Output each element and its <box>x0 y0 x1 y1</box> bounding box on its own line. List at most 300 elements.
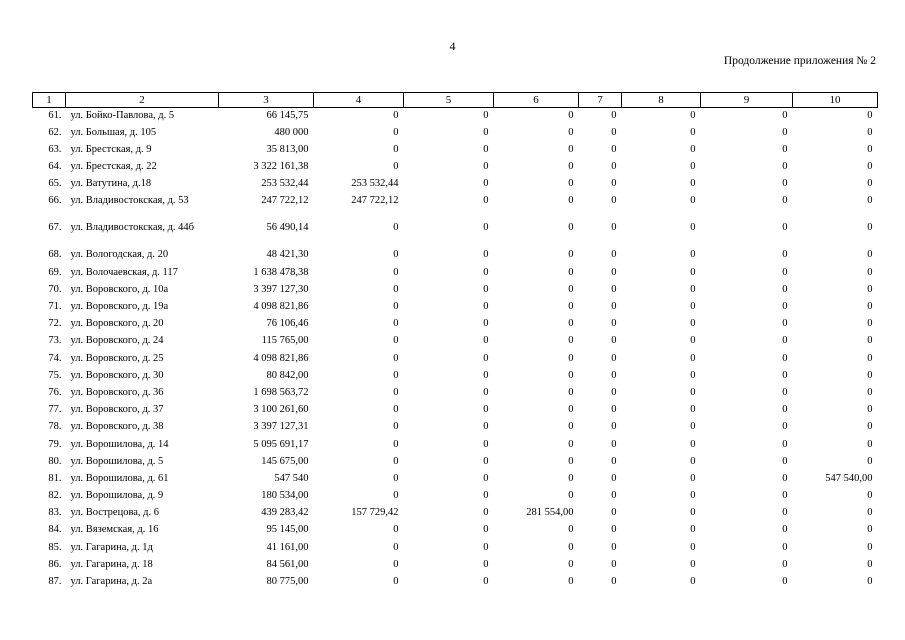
value-cell: 0 <box>568 161 574 173</box>
value-cell: 0 <box>782 404 788 416</box>
column-header: 1 <box>33 93 66 108</box>
value-cell: 0 <box>867 352 873 364</box>
value-cell: 0 <box>782 507 788 519</box>
value-cell: 0 <box>611 541 617 553</box>
value-cell: 253 532,44 <box>351 178 399 190</box>
value-cell: 0 <box>568 249 574 261</box>
value-cell: 0 <box>867 161 873 173</box>
row-number: 68. <box>48 249 62 261</box>
address-cell: ул. Воровского, д. 37 <box>70 404 164 416</box>
value-cell: 0 <box>568 352 574 364</box>
table-body <box>33 108 878 592</box>
row-number: 65. <box>48 178 62 190</box>
data-table <box>32 92 878 591</box>
value-cell: 0 <box>568 558 574 570</box>
column-header: 5 <box>404 93 494 108</box>
value-cell: 0 <box>483 222 489 234</box>
value-cell: 0 <box>867 318 873 330</box>
value-cell: 95 145,00 <box>266 524 309 536</box>
address-cell: ул. Бойко-Павлова, д. 5 <box>70 110 175 121</box>
table-row <box>33 402 878 419</box>
column-header: 3 <box>219 93 314 108</box>
value-cell: 0 <box>867 195 873 207</box>
value-cell: 0 <box>867 249 873 261</box>
value-cell: 0 <box>690 318 696 330</box>
value-cell: 0 <box>568 472 574 484</box>
value-cell: 0 <box>483 161 489 173</box>
value-cell: 0 <box>393 558 399 570</box>
value-cell: 0 <box>393 143 399 155</box>
row-number: 83. <box>48 507 62 519</box>
table-row <box>33 247 878 264</box>
value-cell: 0 <box>782 301 788 312</box>
value-cell: 0 <box>867 110 873 121</box>
row-number: 77. <box>48 404 62 416</box>
value-cell: 0 <box>782 386 788 398</box>
value-cell: 80 775,00 <box>266 576 309 587</box>
value-cell: 0 <box>782 222 788 234</box>
value-cell: 0 <box>690 110 696 121</box>
value-cell: 0 <box>611 195 617 207</box>
row-number: 75. <box>48 369 62 381</box>
value-cell: 35 813,00 <box>266 143 309 155</box>
value-cell: 0 <box>867 386 873 398</box>
address-cell: ул. Гагарина, д. 18 <box>70 558 153 570</box>
address-cell: ул. Ворошилова, д. 9 <box>70 490 164 502</box>
value-cell: 0 <box>568 335 574 347</box>
row-number: 63. <box>48 143 62 155</box>
value-cell: 0 <box>690 558 696 570</box>
address-cell: ул. Ворошилова, д. 61 <box>70 472 169 484</box>
address-cell: ул. Вологодская, д. 20 <box>70 249 169 261</box>
value-cell: 480 000 <box>274 126 309 138</box>
value-cell: 0 <box>690 576 696 587</box>
value-cell: 0 <box>568 126 574 138</box>
value-cell: 115 765,00 <box>261 335 309 347</box>
value-cell: 0 <box>611 490 617 502</box>
value-cell: 547 540 <box>274 472 309 484</box>
value-cell: 0 <box>782 576 788 587</box>
value-cell: 0 <box>611 143 617 155</box>
value-cell: 157 729,42 <box>351 507 399 519</box>
value-cell: 0 <box>690 222 696 234</box>
value-cell: 3 322 161,38 <box>253 161 309 173</box>
value-cell: 0 <box>483 541 489 553</box>
value-cell: 0 <box>690 352 696 364</box>
value-cell: 0 <box>393 472 399 484</box>
value-cell: 0 <box>867 524 873 536</box>
value-cell: 0 <box>782 195 788 207</box>
value-cell: 0 <box>867 507 873 519</box>
value-cell: 4 098 821,86 <box>253 352 309 364</box>
value-cell: 0 <box>483 249 489 261</box>
value-cell: 0 <box>393 126 399 138</box>
value-cell: 0 <box>393 318 399 330</box>
column-header: 8 <box>622 93 701 108</box>
address-cell: ул. Гагарина, д. 1д <box>70 541 153 553</box>
row-number: 87. <box>48 576 62 587</box>
value-cell: 48 421,30 <box>266 249 309 261</box>
value-cell: 0 <box>483 438 489 450</box>
value-cell: 0 <box>782 178 788 190</box>
value-cell: 0 <box>782 110 788 121</box>
value-cell: 0 <box>782 126 788 138</box>
value-cell: 0 <box>483 283 489 295</box>
value-cell: 0 <box>483 335 489 347</box>
table-row <box>33 108 878 125</box>
value-cell: 0 <box>483 524 489 536</box>
value-cell: 41 161,00 <box>266 541 309 553</box>
value-cell: 0 <box>611 438 617 450</box>
table-row <box>33 299 878 316</box>
value-cell: 0 <box>867 126 873 138</box>
row-number: 72. <box>48 318 62 330</box>
table-row <box>33 437 878 454</box>
value-cell: 0 <box>867 421 873 433</box>
value-cell: 180 534,00 <box>261 490 309 502</box>
row-number: 70. <box>48 283 62 295</box>
value-cell: 0 <box>393 541 399 553</box>
value-cell: 0 <box>393 524 399 536</box>
value-cell: 0 <box>483 178 489 190</box>
value-cell: 0 <box>611 404 617 416</box>
value-cell: 0 <box>782 490 788 502</box>
table-row <box>33 265 878 282</box>
table-row <box>33 385 878 402</box>
value-cell: 0 <box>611 507 617 519</box>
row-number: 86. <box>48 558 62 570</box>
page-number: 4 <box>449 39 456 53</box>
value-cell: 0 <box>568 576 574 587</box>
address-cell: ул. Ворошилова, д. 14 <box>70 438 169 450</box>
value-cell: 0 <box>611 421 617 433</box>
row-number: 73. <box>48 335 62 347</box>
value-cell: 0 <box>690 249 696 261</box>
value-cell: 0 <box>867 266 873 278</box>
value-cell: 0 <box>483 490 489 502</box>
value-cell: 0 <box>611 455 617 467</box>
value-cell: 0 <box>483 404 489 416</box>
value-cell: 1 638 478,38 <box>253 266 309 278</box>
row-number: 69. <box>48 266 62 278</box>
address-cell: ул. Вострецова, д. 6 <box>70 507 160 519</box>
table-row <box>33 505 878 522</box>
value-cell: 4 098 821,86 <box>253 301 309 312</box>
value-cell: 0 <box>867 438 873 450</box>
address-cell: ул. Воровского, д. 10а <box>70 283 169 295</box>
value-cell: 0 <box>867 455 873 467</box>
value-cell: 0 <box>393 421 399 433</box>
value-cell: 0 <box>393 249 399 261</box>
row-number: 71. <box>48 301 62 312</box>
value-cell: 56 490,14 <box>266 222 309 234</box>
row-number: 64. <box>48 161 62 173</box>
value-cell: 0 <box>611 249 617 261</box>
column-header: 10 <box>793 93 878 108</box>
table-row <box>33 454 878 471</box>
value-cell: 247 722,12 <box>351 195 399 207</box>
value-cell: 0 <box>611 472 617 484</box>
value-cell: 80 842,00 <box>266 369 309 381</box>
value-cell: 0 <box>611 266 617 278</box>
value-cell: 76 106,46 <box>266 318 309 330</box>
value-cell: 0 <box>568 421 574 433</box>
address-cell: ул. Брестская, д. 22 <box>70 161 157 173</box>
address-cell: ул. Вяземская, д. 16 <box>70 524 159 536</box>
value-cell: 0 <box>568 404 574 416</box>
table-row <box>33 333 878 350</box>
value-cell: 0 <box>867 301 873 312</box>
table-row <box>33 557 878 574</box>
value-cell: 0 <box>483 576 489 587</box>
row-number: 74. <box>48 352 62 364</box>
row-number: 85. <box>48 541 62 553</box>
value-cell: 145 675,00 <box>261 455 309 467</box>
value-cell: 0 <box>611 178 617 190</box>
value-cell: 0 <box>611 352 617 364</box>
value-cell: 247 722,12 <box>261 195 309 207</box>
table-row <box>33 125 878 142</box>
table-row <box>33 540 878 557</box>
row-number: 84. <box>48 524 62 536</box>
value-cell: 0 <box>782 249 788 261</box>
continuation-title: Продолжение приложения № 2 <box>723 55 876 67</box>
address-cell: ул. Воровского, д. 19а <box>70 301 169 312</box>
value-cell: 547 540,00 <box>825 472 873 484</box>
row-number: 61. <box>48 110 62 121</box>
value-cell: 0 <box>867 369 873 381</box>
value-cell: 0 <box>483 110 489 121</box>
value-cell: 0 <box>867 541 873 553</box>
value-cell: 0 <box>568 438 574 450</box>
column-header: 4 <box>314 93 404 108</box>
table-row <box>33 488 878 505</box>
value-cell: 0 <box>393 222 399 234</box>
table-row <box>33 176 878 193</box>
value-cell: 0 <box>611 161 617 173</box>
value-cell: 0 <box>690 126 696 138</box>
value-cell: 3 397 127,31 <box>253 421 309 433</box>
value-cell: 0 <box>782 335 788 347</box>
value-cell: 0 <box>611 126 617 138</box>
value-cell: 0 <box>568 266 574 278</box>
value-cell: 0 <box>690 386 696 398</box>
value-cell: 0 <box>393 404 399 416</box>
value-cell: 0 <box>568 178 574 190</box>
address-cell: ул. Воровского, д. 30 <box>70 369 164 381</box>
column-header: 2 <box>66 93 219 108</box>
address-cell: ул. Владивостокская, д. 53 <box>70 195 189 207</box>
address-cell: ул. Воровского, д. 20 <box>70 318 164 330</box>
value-cell: 3 100 261,60 <box>253 404 309 416</box>
value-cell: 0 <box>782 455 788 467</box>
row-number: 67. <box>48 222 62 234</box>
value-cell: 0 <box>611 283 617 295</box>
value-cell: 0 <box>782 318 788 330</box>
address-cell: ул. Воровского, д. 38 <box>70 421 164 433</box>
value-cell: 0 <box>568 455 574 467</box>
value-cell: 0 <box>568 386 574 398</box>
value-cell: 0 <box>568 110 574 121</box>
value-cell: 0 <box>611 301 617 312</box>
address-cell: ул. Ватутина, д.18 <box>70 178 152 190</box>
address-cell: ул. Воровского, д. 36 <box>70 386 164 398</box>
table-row <box>33 574 878 591</box>
value-cell: 0 <box>690 195 696 207</box>
value-cell: 0 <box>690 283 696 295</box>
row-number: 81. <box>48 472 62 484</box>
value-cell: 0 <box>611 576 617 587</box>
address-cell: ул. Волочаевская, д. 117 <box>70 266 178 278</box>
value-cell: 0 <box>483 266 489 278</box>
value-cell: 0 <box>393 335 399 347</box>
value-cell: 0 <box>782 369 788 381</box>
row-number: 82. <box>48 490 62 502</box>
value-cell: 0 <box>690 472 696 484</box>
table-row <box>33 282 878 299</box>
value-cell: 0 <box>483 421 489 433</box>
address-cell: ул. Гагарина, д. 2а <box>70 576 153 587</box>
value-cell: 0 <box>611 558 617 570</box>
value-cell: 0 <box>611 110 617 121</box>
value-cell: 0 <box>483 126 489 138</box>
value-cell: 0 <box>690 143 696 155</box>
column-header: 9 <box>701 93 793 108</box>
value-cell: 0 <box>568 541 574 553</box>
address-cell: ул. Владивостокская, д. 44б <box>70 222 195 234</box>
table-row <box>33 316 878 333</box>
table-row <box>33 368 878 385</box>
value-cell: 0 <box>483 558 489 570</box>
value-cell: 0 <box>690 490 696 502</box>
value-cell: 0 <box>393 386 399 398</box>
value-cell: 0 <box>568 369 574 381</box>
value-cell: 84 561,00 <box>266 558 309 570</box>
value-cell: 1 698 563,72 <box>253 386 309 398</box>
value-cell: 0 <box>782 143 788 155</box>
value-cell: 0 <box>611 386 617 398</box>
value-cell: 0 <box>483 507 489 519</box>
value-cell: 0 <box>782 438 788 450</box>
value-cell: 0 <box>393 110 399 121</box>
row-number: 78. <box>48 421 62 433</box>
value-cell: 0 <box>393 352 399 364</box>
table-row <box>33 142 878 159</box>
value-cell: 0 <box>690 178 696 190</box>
value-cell: 0 <box>782 558 788 570</box>
value-cell: 0 <box>690 421 696 433</box>
table-row <box>33 220 878 247</box>
value-cell: 0 <box>690 438 696 450</box>
value-cell: 0 <box>568 318 574 330</box>
value-cell: 0 <box>393 438 399 450</box>
value-cell: 0 <box>690 507 696 519</box>
value-cell: 0 <box>782 421 788 433</box>
value-cell: 0 <box>867 178 873 190</box>
address-cell: ул. Воровского, д. 24 <box>70 335 164 347</box>
value-cell: 0 <box>611 222 617 234</box>
value-cell: 0 <box>867 222 873 234</box>
value-cell: 0 <box>568 301 574 312</box>
value-cell: 3 397 127,30 <box>253 283 309 295</box>
table-row <box>33 471 878 488</box>
table-row <box>33 351 878 368</box>
value-cell: 0 <box>393 301 399 312</box>
address-cell: ул. Воровского, д. 25 <box>70 352 164 364</box>
value-cell: 0 <box>690 455 696 467</box>
row-number: 80. <box>48 455 62 467</box>
value-cell: 0 <box>690 369 696 381</box>
value-cell: 0 <box>611 318 617 330</box>
value-cell: 0 <box>483 455 489 467</box>
address-cell: ул. Ворошилова, д. 5 <box>70 455 164 467</box>
value-cell: 0 <box>393 283 399 295</box>
row-number: 62. <box>48 126 62 138</box>
table-row <box>33 522 878 539</box>
value-cell: 0 <box>611 524 617 536</box>
row-number: 76. <box>48 386 62 398</box>
value-cell: 0 <box>690 266 696 278</box>
value-cell: 5 095 691,17 <box>253 438 309 450</box>
value-cell: 0 <box>483 352 489 364</box>
value-cell: 281 554,00 <box>526 507 574 519</box>
value-cell: 0 <box>867 558 873 570</box>
value-cell: 0 <box>483 143 489 155</box>
value-cell: 0 <box>782 472 788 484</box>
address-cell: ул. Брестская, д. 9 <box>70 143 152 155</box>
table-row <box>33 193 878 220</box>
value-cell: 0 <box>782 161 788 173</box>
table-row <box>33 419 878 436</box>
value-cell: 0 <box>782 524 788 536</box>
value-cell: 0 <box>483 386 489 398</box>
value-cell: 0 <box>782 352 788 364</box>
value-cell: 0 <box>568 283 574 295</box>
value-cell: 0 <box>568 524 574 536</box>
value-cell: 0 <box>568 195 574 207</box>
value-cell: 0 <box>690 335 696 347</box>
value-cell: 0 <box>690 541 696 553</box>
value-cell: 0 <box>867 490 873 502</box>
value-cell: 0 <box>568 222 574 234</box>
value-cell: 0 <box>483 195 489 207</box>
value-cell: 0 <box>393 266 399 278</box>
value-cell: 0 <box>483 301 489 312</box>
value-cell: 0 <box>568 143 574 155</box>
column-header: 7 <box>579 93 622 108</box>
value-cell: 0 <box>690 404 696 416</box>
value-cell: 66 145,75 <box>266 110 309 121</box>
value-cell: 0 <box>393 369 399 381</box>
value-cell: 0 <box>690 301 696 312</box>
value-cell: 0 <box>393 455 399 467</box>
value-cell: 0 <box>867 576 873 587</box>
value-cell: 0 <box>782 283 788 295</box>
value-cell: 0 <box>690 161 696 173</box>
value-cell: 0 <box>867 283 873 295</box>
value-cell: 439 283,42 <box>261 507 309 519</box>
value-cell: 0 <box>483 472 489 484</box>
value-cell: 0 <box>867 335 873 347</box>
column-header: 6 <box>494 93 579 108</box>
value-cell: 0 <box>393 576 399 587</box>
value-cell: 0 <box>867 143 873 155</box>
value-cell: 0 <box>393 161 399 173</box>
address-cell: ул. Большая, д. 105 <box>70 126 157 138</box>
table-header-row <box>33 93 878 108</box>
value-cell: 0 <box>393 490 399 502</box>
value-cell: 0 <box>611 369 617 381</box>
